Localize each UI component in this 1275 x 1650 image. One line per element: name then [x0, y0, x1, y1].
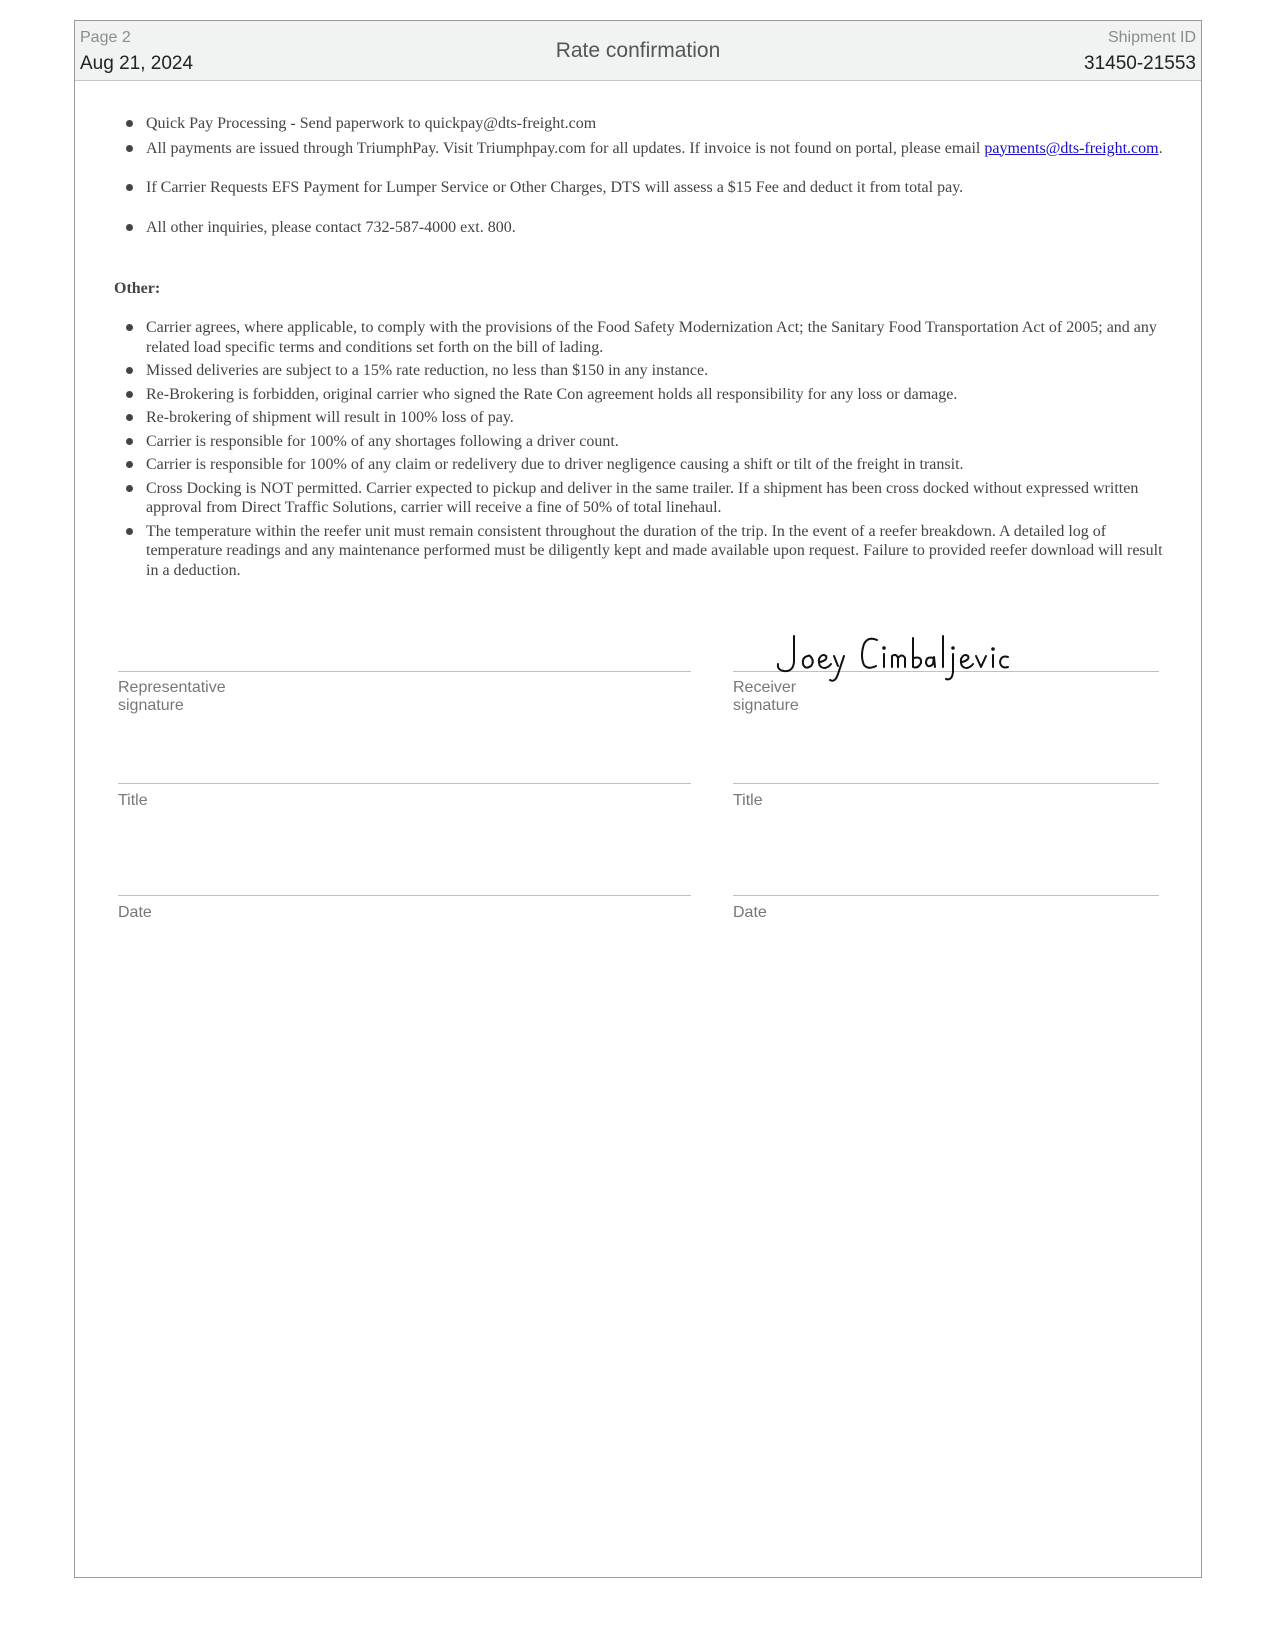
representative-title-label: Title — [118, 792, 148, 809]
other-terms-list — [75, 318, 1201, 584]
list-item-text: The temperature within the reefer unit must remain consistent throughout the duration of the trip. In the event of a reefer breakdown. A detailed log of temperature readings and any maintenance performed must be diligently kept and made available upon request. Failure to provided reefer download will result in a deduction. — [146, 522, 1163, 579]
list-item-text: If Carrier Requests EFS Payment for Lumper Service or Other Charges, DTS will assess a $15 Fee and deduct it from total pay. — [146, 179, 964, 196]
receiver-title-line[interactable] — [733, 783, 1159, 784]
representative-title-line[interactable] — [118, 783, 691, 784]
list-item-text: Carrier is responsible for 100% of any claim or redelivery due to driver negligence causing a shift or tilt of the freight in transit. — [146, 456, 964, 473]
list-item-text: Cross Docking is NOT permitted. Carrier expected to pickup and deliver in the same trailer. If a shipment has been cross docked without expressed written approval from Direct Traffic Solutions, carrier will receive a fine of 50% of total linehaul. — [146, 479, 1139, 516]
list-item-text: Carrier is responsible for 100% of any shortages following a driver count. — [146, 432, 619, 450]
list-item — [75, 114, 1201, 134]
representative-date-line[interactable] — [118, 895, 691, 896]
list-item — [75, 385, 1201, 405]
list-item-text: Missed deliveries are subject to a 15% rate reduction, no less than $150 in any instance. — [146, 362, 709, 379]
list-item-text: Re-Brokering is forbidden, original carrier who signed the Rate Con agreement holds all responsibility for any loss or damage. — [146, 385, 958, 403]
list-item-text: All payments are issued through TriumphPay. Visit Triumphpay.com for all updates. If invoice is not found on portal, please email — [146, 139, 985, 157]
page-number: Page 2 — [80, 29, 131, 46]
list-item — [75, 432, 1201, 452]
receiver-signature-label: Receiver signature — [733, 679, 799, 714]
representative-signature-label: Representative signature — [118, 679, 226, 714]
payments-email-link[interactable]: payments@dts-freight.com — [984, 139, 1159, 157]
list-item — [75, 408, 1201, 428]
other-section-heading: Other: — [114, 280, 161, 297]
list-item — [75, 178, 1201, 198]
list-item — [75, 361, 1201, 381]
list-item — [75, 479, 1201, 518]
list-item-text: Re-brokering of shipment will result in 100% loss of pay. — [146, 409, 514, 426]
list-item — [75, 218, 1201, 238]
representative-date-label: Date — [118, 904, 152, 921]
receiver-handwritten-signature — [772, 628, 1032, 688]
shipment-id: 31450-21553 — [1084, 53, 1196, 74]
list-item — [75, 522, 1201, 581]
receiver-date-line[interactable] — [733, 895, 1159, 896]
document-page — [74, 20, 1202, 1578]
list-item — [75, 318, 1201, 357]
list-item-text: All other inquiries, please contact 732-587-4000 ext. 800. — [146, 218, 516, 236]
receiver-title-label: Title — [733, 792, 763, 809]
list-item-text: Carrier agrees, where applicable, to comply with the provisions of the Food Safety Modernization Act; the Sanitary Food Transportation Act of 2005; and any related load specific terms and conditions set forth on the bill of lading. — [146, 319, 1157, 356]
page-header — [75, 21, 1201, 81]
document-date: Aug 21, 2024 — [80, 53, 194, 74]
list-item — [75, 455, 1201, 475]
list-item-text: . — [1158, 139, 1163, 157]
payment-terms-list — [75, 114, 1201, 242]
document-title: Rate confirmation — [555, 39, 721, 62]
receiver-date-label: Date — [733, 904, 767, 921]
list-item-text: Quick Pay Processing - Send paperwork to quickpay@dts-freight.com — [146, 115, 597, 132]
shipment-id-label: Shipment ID — [1107, 29, 1196, 46]
representative-signature-line[interactable] — [118, 671, 691, 672]
list-item — [75, 139, 1201, 159]
